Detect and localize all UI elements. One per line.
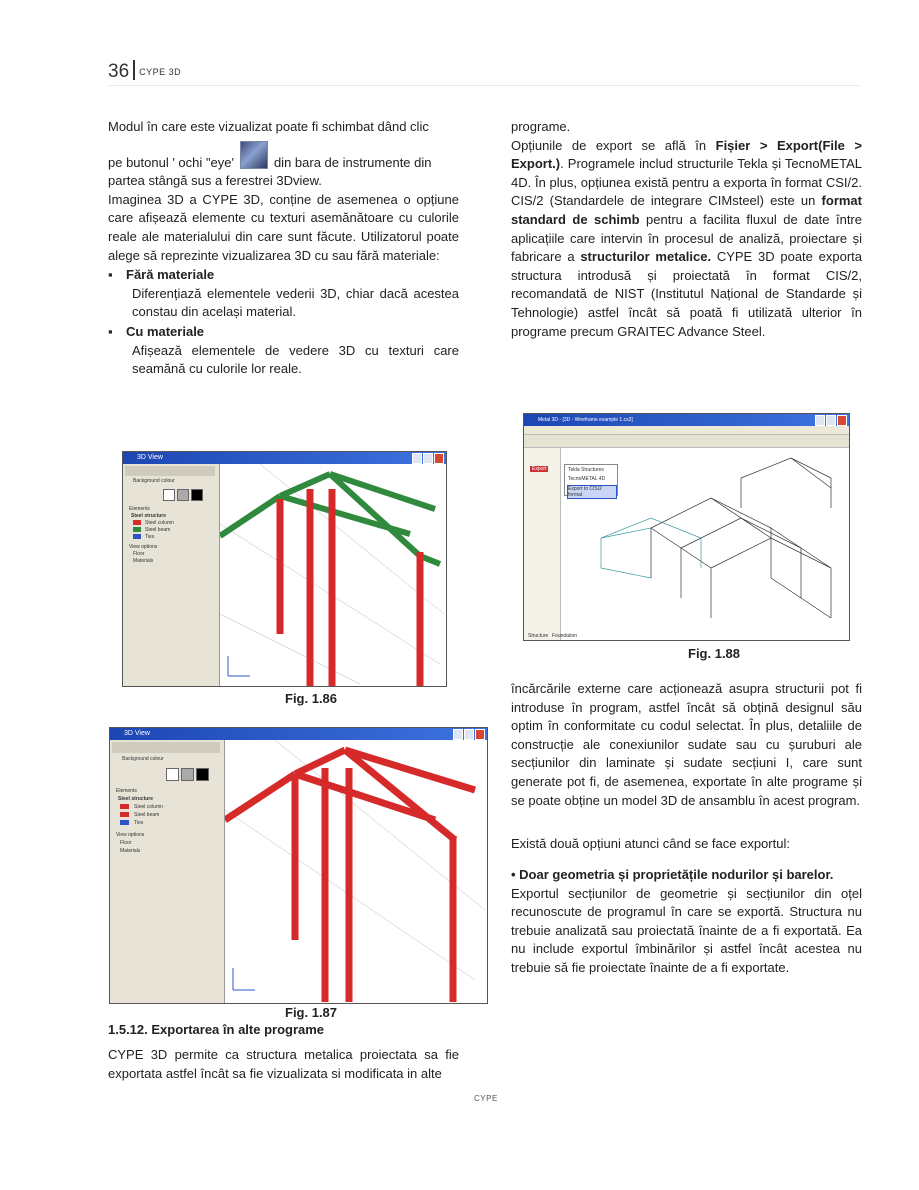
figure-1-86-window xyxy=(122,451,447,687)
materials-paragraph: Imaginea 3D a CYPE 3D, conține de asemenea o opțiune care afișează elemente cu texturi asemănătoare cu culorile reale ale materialului din care sunt făcute. Utilizatorul poate alege să reprezinte vizualizarea 3D cu sau fără materiale: xyxy=(108,191,459,263)
options-intro: Există două opțiuni atunci când se face exportul: xyxy=(511,836,790,851)
eye-icon xyxy=(240,141,268,169)
window-title: 3D View xyxy=(110,728,487,740)
tie-swatch xyxy=(133,534,141,539)
tekla-option[interactable]: Tekla Structures xyxy=(568,467,604,473)
close-button[interactable] xyxy=(434,453,444,464)
column-swatch xyxy=(120,804,129,809)
view-options-label: View options xyxy=(116,832,145,838)
tie-swatch xyxy=(120,820,129,825)
bg-colour-label: Background colour xyxy=(122,756,164,762)
tie-label: Ties xyxy=(145,534,155,540)
figure-1-86-caption: Fig. 1.86 xyxy=(285,691,338,706)
floor-check[interactable]: Floor xyxy=(133,551,145,557)
toolbar[interactable] xyxy=(524,435,849,448)
figure-1-88-window xyxy=(523,413,850,641)
steel-column-label: Steel column xyxy=(134,804,163,810)
black-swatch[interactable] xyxy=(196,768,209,781)
elements-label: Elements xyxy=(116,788,137,794)
bullet-with-materials-text: Afișează elementele de vedere 3D cu texturi care seamănă cu culorile lor reale. xyxy=(132,342,459,377)
tie-label: Ties xyxy=(134,820,144,826)
materials-check[interactable]: Materials xyxy=(133,558,154,564)
menu-bar[interactable] xyxy=(524,426,849,435)
beam-swatch xyxy=(120,812,129,817)
eye-line: pe butonul ' ochi "eye' din bara de instrumente din xyxy=(108,141,459,173)
wireframe-3d-view xyxy=(561,448,847,630)
close-button[interactable] xyxy=(475,729,485,740)
section-paragraph: CYPE 3D permite ca structura metalica proiectata sa fie exportata astfel încât sa fie vizualizata si modificata in alte xyxy=(108,1047,459,1081)
grey-swatch[interactable] xyxy=(181,768,194,781)
intro-end: partea stângă sus a ferestrei 3Dview. xyxy=(108,173,322,189)
tecnometal-option[interactable]: TecnoMETAL 4D xyxy=(568,476,606,482)
figure-1-87-caption: Fig. 1.87 xyxy=(285,1005,338,1020)
page-footer: CYPE xyxy=(474,1094,498,1103)
bullet-no-materials-text: Diferențiază elementele vederii 3D, chiar dacă acestea constau din același material. xyxy=(132,285,459,320)
tab-structure[interactable]: Structure xyxy=(528,633,549,639)
geometry-option-text: Exportul secțiunilor de geometrie și secțiunilor din oțel recunoscute de programul în care se exportă. Structura nu trebuie analizată sau proiectată înainte de a fi exportată. Ea nu include exportul îmbinărilor și astfel încât acestea nu trebuie să fie proiectate înainte de a fi exportate. xyxy=(511,885,862,975)
elements-label: Elements xyxy=(129,506,150,512)
bg-colour-label: Background colour xyxy=(133,478,175,484)
cad-window-title: Metal 3D - [3D - Wireframe example 1.cs3] xyxy=(524,414,849,426)
close-button[interactable] xyxy=(837,415,847,426)
steel-column-label: Steel column xyxy=(145,520,174,526)
maximize-button[interactable] xyxy=(423,453,433,464)
page-header xyxy=(108,60,181,83)
cis2-option[interactable]: Export to CIS/2 format xyxy=(567,485,617,499)
left-column-text xyxy=(108,118,459,379)
geometry-option xyxy=(511,866,862,978)
tab-foundation[interactable]: Foundation xyxy=(552,633,578,639)
figure-1-87-window xyxy=(109,727,488,1004)
window-title: 3D View xyxy=(123,452,446,464)
file-menu[interactable] xyxy=(524,448,561,640)
maximize-button[interactable] xyxy=(826,415,836,426)
figure-1-88-caption: Fig. 1.88 xyxy=(688,646,741,661)
steel-structure-check[interactable]: Steel structure xyxy=(131,513,167,519)
bullet-with-materials: ▪ Cu materiale xyxy=(108,323,459,342)
red-frames xyxy=(225,750,475,1002)
intro-line: Modul în care este vizualizat poate fi schimbat dând clic xyxy=(108,119,429,134)
header-rule xyxy=(108,85,860,86)
steel-beam-label: Steel beam xyxy=(134,812,160,818)
bullet-no-materials: ▪ Fără materiale xyxy=(108,266,459,285)
materials-check[interactable]: Materials xyxy=(120,848,141,854)
steel-structure-check[interactable]: Steel structure xyxy=(118,796,154,802)
minimize-button[interactable] xyxy=(815,415,825,426)
right-column-text xyxy=(511,118,862,341)
options-panel xyxy=(123,464,220,686)
toolbar xyxy=(112,742,220,753)
header-title: CYPE 3D xyxy=(139,67,182,77)
white-swatch[interactable] xyxy=(166,768,179,781)
structure-3d-view xyxy=(220,464,444,686)
loads-paragraph: încărcările externe care acționează asupra structurii pot fi introduse în program, astfel încât să obțină designul său optim în conformitate cu codul selectat. În plus, detaliile de construcție ale conexiunilor sudate sau cu șuruburi ale secțiunilor din laminate și sudate secțiuni I, care sunt generate pot fi, de asemenea, exportate în alte programe și se poate obține un model 3D de ansamblu în acest program. xyxy=(511,681,862,808)
page-number: 36 xyxy=(108,61,130,82)
white-swatch[interactable] xyxy=(163,489,175,501)
grey-swatch[interactable] xyxy=(177,489,189,501)
floor-check[interactable]: Floor xyxy=(120,840,132,846)
column-swatch xyxy=(133,520,141,525)
minimize-button[interactable] xyxy=(453,729,463,740)
section-title: 1.5.12. Exportarea în alte programe xyxy=(108,1022,325,1037)
toolbar xyxy=(125,466,215,476)
minimize-button[interactable] xyxy=(412,453,422,464)
beam-swatch xyxy=(133,527,141,532)
export-menu-item[interactable]: Export xyxy=(532,466,547,472)
export-paragraph: Opțiunile de export se află în Fișier > Export(File > Export.). Programele includ structurile Tekla și TecnoMETAL 4D. În plus, opțiunea există pentru a exporta în format CSI/2. CIS/2 (Standardele de integrare CIMsteel) este un format standard de schimb pentru a facilita fluxul de date între aplicațiile care intervin în procesul de analiză, proiectare și fabricare a structurilor metalice. CYPE 3D poate exporta structura introdusă și proiectată în format CIS/2, recomandată de NIST (Institutul Național de Standarde și Tehnologie) astfel încât să poată fi utilizată ulterior în programe precum GRAITEC Advance Steel. xyxy=(511,137,862,339)
view-options-label: View options xyxy=(129,544,158,550)
steel-beam-label: Steel beam xyxy=(145,527,171,533)
options-panel xyxy=(110,740,225,1003)
header-separator xyxy=(133,60,135,80)
continuation-line: programe. xyxy=(511,119,571,134)
black-swatch[interactable] xyxy=(191,489,203,501)
geometry-option-title: • Doar geometria și proprietățile nodurilor și barelor. xyxy=(511,867,834,882)
maximize-button[interactable] xyxy=(464,729,474,740)
structure-3d-view xyxy=(225,740,485,1002)
